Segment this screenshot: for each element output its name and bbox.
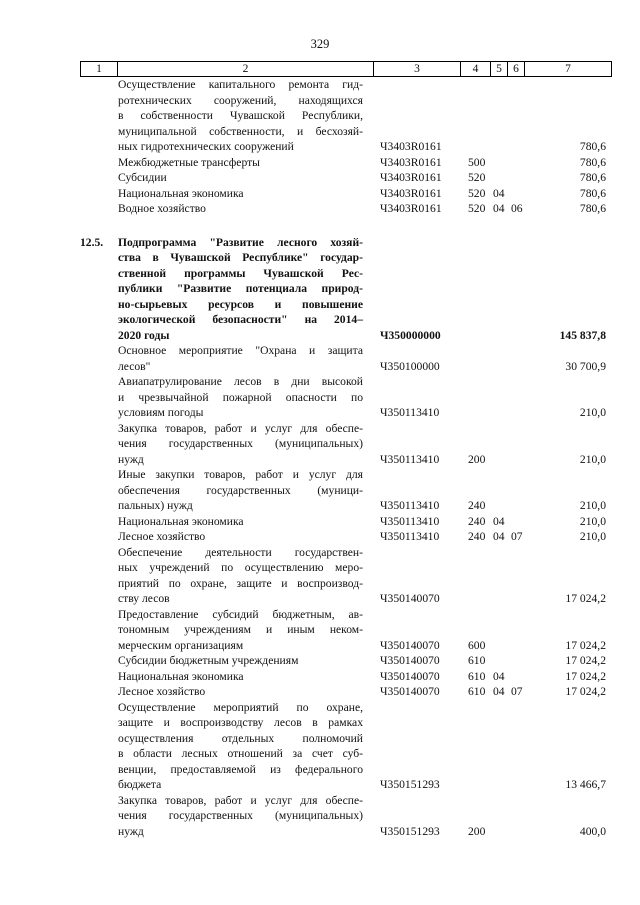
row-amount: 780,6 [579,155,606,169]
row-code: Ч350140070 [380,669,440,683]
row-name [118,793,363,840]
row-code: Ч3403R0161 [380,155,442,169]
header-col-3: 3 [374,62,461,76]
row-name-line: Осуществление капитального ремонта гид- [118,78,363,91]
row-expense-type: 610 [468,654,486,667]
row-name-line: и чрезвычайной пожарной опасности по [118,390,363,404]
table-row [80,793,612,840]
row-code: Ч350151293 [380,778,440,791]
row-name-line: лесов" [118,359,151,373]
row-name-line: пальных) нужд [118,499,193,512]
row-expense-type: 520 [468,202,486,215]
header-col-7: 7 [565,63,571,75]
row-name [118,235,363,344]
row-name-line: Национальная экономика [118,186,244,200]
row-name-line: муниципальной собственности, и бесхозяй- [118,124,363,138]
table-row [80,77,612,155]
row-amount: 780,6 [579,202,606,215]
row-amount: 17 024,2 [565,685,606,698]
row-amount: 145 837,8 [559,328,606,342]
row-code: Ч3403R0161 [380,140,442,153]
table-row [80,467,612,514]
row-name-line: Национальная экономика [118,514,244,528]
row-name [118,514,363,530]
row-name-line: ства в Чувашской Республике" государ- [118,251,363,264]
row-name [118,684,363,700]
row-amount: 210,0 [579,406,606,419]
row-section: 04 [493,685,505,698]
header-col-4: 4 [461,62,491,76]
row-code: Ч3403R0161 [380,202,442,215]
row-name-line: приятий по охране, защите и воспроизвод- [118,576,363,590]
row-subsection: 06 [511,202,523,215]
row-name-line: ных учреждений по осуществлению меро- [118,561,363,574]
row-amount: 30 700,9 [565,359,606,373]
table-row [80,186,612,202]
row-name-line: в собственности Чувашской Республики, [118,109,363,122]
row-code: Ч350113410 [380,499,440,512]
row-name-line: ных гидротехнических сооружений [118,140,294,153]
row-code: Ч350113410 [380,406,440,419]
header-col-1: 1 [81,62,118,76]
row-name-line: экологической безопасности" на 2014– [118,313,363,326]
table-header [80,61,612,77]
row-amount: 17 024,2 [565,669,606,683]
row-amount: 210,0 [579,499,606,512]
row-expense-type: 600 [468,638,486,652]
row-expense-type: 240 [468,530,486,543]
row-name-line: 2020 годы [118,328,170,342]
row-code: Ч350151293 [380,824,440,838]
row-name-line: публики "Развитие потенциала природ- [118,282,363,295]
row-name-line: Предоставление субсидий бюджетным, ав- [118,607,363,621]
row-amount: 17 024,2 [565,638,606,652]
row-name-line: Субсидии [118,171,167,184]
table-row [80,421,612,468]
row-code: Ч3403R0161 [380,186,442,200]
row-expense-type: 520 [468,171,486,184]
row-code: Ч3403R0161 [380,171,442,184]
row-gap [80,217,612,235]
row-name-line: Обеспечение деятельности государствен- [118,545,363,559]
header-col-6: 6 [508,62,525,76]
row-name-line: но-сырьевых ресурсов и повышение [118,297,363,311]
row-name-line: Закупка товаров, работ и услуг для обеспе- [118,793,363,807]
page-number: 329 [310,37,330,51]
row-name [118,374,363,421]
row-expense-type: 520 [468,186,486,200]
row-name-line: нужд [118,824,144,838]
row-name-line: обеспечения государственных (муници- [118,483,363,497]
row-name-line: Закупка товаров, работ и услуг для обеспе- [118,421,363,435]
table-row [80,653,612,669]
row-name [118,653,363,669]
table-row [80,669,612,685]
row-name-line: защите и воспроизводству лесов в рамках [118,716,363,729]
table-row [80,684,612,700]
row-code: Ч350140070 [380,592,440,605]
row-code: Ч350140070 [380,654,440,667]
row-amount: 780,6 [579,186,606,200]
table-row [80,235,612,344]
row-name-line: ственной программы Чувашской Рес- [118,266,363,280]
row-section: 04 [493,530,505,543]
row-section: 04 [493,669,505,683]
row-name [118,170,363,186]
row-amount: 400,0 [579,824,606,838]
row-code: Ч350113410 [380,530,440,543]
row-expense-type: 240 [468,514,486,528]
table-row [80,514,612,530]
table-body [80,77,612,839]
header-col-2: 2 [118,62,374,76]
header-col-5: 5 [491,62,508,76]
row-code: Ч350113410 [380,514,440,528]
row-name-line: Субсидии бюджетным учреждениям [118,654,299,667]
row-name-line: Иные закупки товаров, работ и услуг для [118,468,363,481]
row-name-line: венции, предоставляемой из федерального [118,762,363,776]
budget-table [80,61,612,839]
row-amount: 17 024,2 [565,654,606,667]
row-name-line: Авиапатрулирование лесов в дни высокой [118,375,363,388]
row-subsection: 07 [511,530,523,543]
row-name-line: Основное мероприятие "Охрана и защита [118,344,363,357]
table-row [80,170,612,186]
row-amount: 13 466,7 [565,778,606,791]
row-name [118,421,363,468]
row-name-line: Подпрограмма "Развитие лесного хозяй- [118,235,363,249]
row-name-line: осуществления отдельных полномочий [118,731,363,745]
row-name-line: ству лесов [118,592,170,605]
row-name [118,343,363,374]
row-amount: 17 024,2 [565,592,606,605]
row-subsection: 07 [511,685,523,698]
row-section: 04 [493,186,505,200]
row-code: Ч350113410 [380,452,440,466]
row-name [118,467,363,514]
row-number: 12.5. [80,235,104,249]
row-name-line: чения государственных (муниципальных) [118,437,363,450]
row-name-line: в области лесных отношений за счет суб- [118,747,363,760]
row-name-line: Осуществление мероприятий по охране, [118,700,363,714]
table-row [80,343,612,374]
row-code: Ч350140070 [380,638,440,652]
row-name [118,201,363,217]
table-row [80,607,612,654]
row-name-line: чения государственных (муниципальных) [118,809,363,822]
table-row [80,374,612,421]
row-amount: 780,6 [579,140,606,153]
table-row [80,700,612,793]
row-name-line: Водное хозяйство [118,202,206,215]
row-section: 04 [493,202,505,215]
row-expense-type: 200 [468,824,486,838]
row-code: Ч350100000 [380,359,440,373]
row-amount: 210,0 [579,452,606,466]
row-amount: 210,0 [579,514,606,528]
row-name-line: Лесное хозяйство [118,530,206,543]
row-code: Ч350000000 [380,328,441,342]
row-name-line: ротехнических сооружений, находящихся [118,93,363,107]
row-code: Ч350140070 [380,685,440,698]
row-amount: 210,0 [579,530,606,543]
row-name [118,529,363,545]
row-name [118,155,363,171]
row-name [118,77,363,155]
row-expense-type: 200 [468,452,486,466]
row-name-line: нужд [118,452,144,466]
row-name [118,700,363,793]
table-row [80,545,612,607]
row-name-line: Межбюджетные трансферты [118,155,260,169]
row-expense-type: 610 [468,685,486,698]
row-name-line: Национальная экономика [118,669,244,683]
table-row [80,201,612,217]
row-expense-type: 500 [468,155,486,169]
row-name [118,669,363,685]
row-name [118,545,363,607]
row-expense-type: 610 [468,669,486,683]
row-amount: 780,6 [579,171,606,184]
row-name-line: условиям погоды [118,406,204,419]
row-name-line: тономным учреждениям и иным неком- [118,623,363,636]
row-name [118,607,363,654]
row-name-line: мерческим организациям [118,638,244,652]
row-name-line: бюджета [118,778,162,791]
table-row [80,529,612,545]
table-row [80,155,612,171]
row-name-line: Лесное хозяйство [118,685,206,698]
row-section: 04 [493,514,505,528]
row-expense-type: 240 [468,499,486,512]
row-name [118,186,363,202]
